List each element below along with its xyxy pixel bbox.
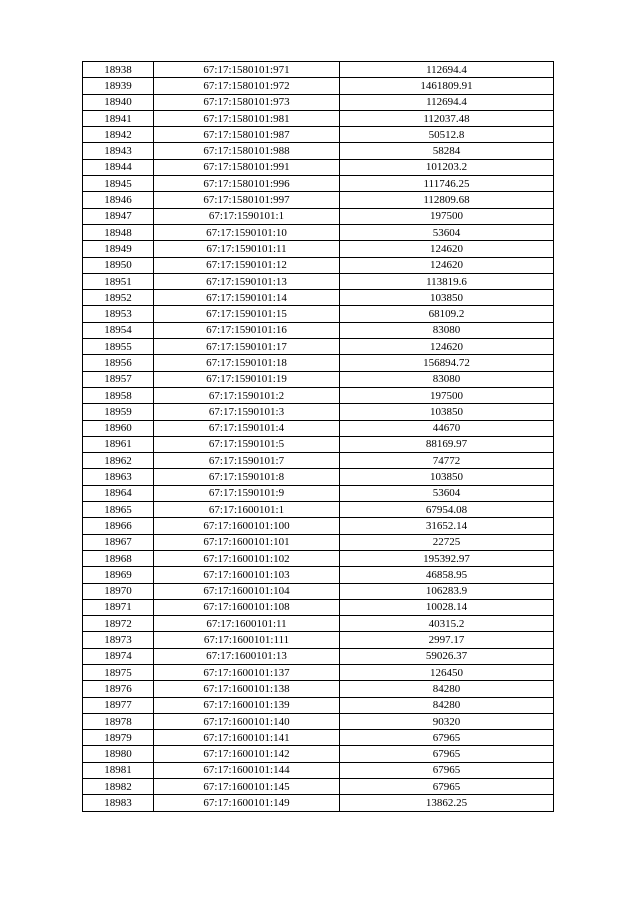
table-row	[83, 306, 554, 322]
row-number-cell: 18981	[83, 762, 154, 778]
row-number-cell: 18952	[83, 290, 154, 306]
table-row	[83, 550, 554, 566]
cadastral-number-cell: 67:17:1590101:8	[154, 469, 340, 485]
cadastral-number-cell: 67:17:1590101:5	[154, 436, 340, 452]
cadastral-number-cell: 67:17:1580101:996	[154, 176, 340, 192]
cadastral-number-cell: 67:17:1600101:142	[154, 746, 340, 762]
row-number-cell: 18959	[83, 404, 154, 420]
cadastral-number-cell: 67:17:1590101:18	[154, 355, 340, 371]
row-number-cell: 18972	[83, 616, 154, 632]
value-cell: 58284	[340, 143, 554, 159]
value-cell: 88169.97	[340, 436, 554, 452]
value-cell: 124620	[340, 257, 554, 273]
value-cell: 67954.08	[340, 502, 554, 518]
row-number-cell: 18960	[83, 420, 154, 436]
cadastral-number-cell: 67:17:1580101:991	[154, 159, 340, 175]
cadastral-number-cell: 67:17:1600101:138	[154, 681, 340, 697]
value-cell: 103850	[340, 469, 554, 485]
cadastral-number-cell: 67:17:1600101:137	[154, 664, 340, 680]
value-cell: 106283.9	[340, 583, 554, 599]
value-cell: 84280	[340, 681, 554, 697]
table-row	[83, 632, 554, 648]
value-cell: 31652.14	[340, 518, 554, 534]
table-row	[83, 713, 554, 729]
row-number-cell: 18980	[83, 746, 154, 762]
table-row	[83, 567, 554, 583]
value-cell: 90320	[340, 713, 554, 729]
row-number-cell: 18949	[83, 241, 154, 257]
value-cell: 44670	[340, 420, 554, 436]
cadastral-number-cell: 67:17:1590101:19	[154, 371, 340, 387]
table-row	[83, 518, 554, 534]
cadastral-number-cell: 67:17:1590101:10	[154, 224, 340, 240]
value-cell: 67965	[340, 730, 554, 746]
cadastral-number-cell: 67:17:1590101:16	[154, 322, 340, 338]
value-cell: 53604	[340, 485, 554, 501]
cadastral-number-cell: 67:17:1580101:981	[154, 110, 340, 126]
row-number-cell: 18982	[83, 779, 154, 795]
cadastral-number-cell: 67:17:1600101:140	[154, 713, 340, 729]
value-cell: 156894.72	[340, 355, 554, 371]
table-row	[83, 502, 554, 518]
table-row	[83, 762, 554, 778]
cadastral-number-cell: 67:17:1600101:141	[154, 730, 340, 746]
table-row	[83, 355, 554, 371]
table-row	[83, 485, 554, 501]
table-row	[83, 779, 554, 795]
value-cell: 53604	[340, 224, 554, 240]
cadastral-number-cell: 67:17:1590101:13	[154, 273, 340, 289]
table-row	[83, 746, 554, 762]
cadastral-number-cell: 67:17:1590101:9	[154, 485, 340, 501]
cadastral-number-cell: 67:17:1600101:144	[154, 762, 340, 778]
table-row	[83, 241, 554, 257]
row-number-cell: 18977	[83, 697, 154, 713]
row-number-cell: 18967	[83, 534, 154, 550]
row-number-cell: 18965	[83, 502, 154, 518]
table-row	[83, 62, 554, 78]
table-row	[83, 404, 554, 420]
row-number-cell: 18974	[83, 648, 154, 664]
cadastral-number-cell: 67:17:1600101:11	[154, 616, 340, 632]
cadastral-number-cell: 67:17:1590101:14	[154, 290, 340, 306]
table-row	[83, 648, 554, 664]
table-row	[83, 795, 554, 811]
table-row	[83, 436, 554, 452]
table-row	[83, 387, 554, 403]
cadastral-number-cell: 67:17:1600101:100	[154, 518, 340, 534]
cadastral-number-cell: 67:17:1600101:149	[154, 795, 340, 811]
value-cell: 103850	[340, 290, 554, 306]
table-row	[83, 697, 554, 713]
cadastral-number-cell: 67:17:1590101:11	[154, 241, 340, 257]
value-cell: 197500	[340, 387, 554, 403]
row-number-cell: 18963	[83, 469, 154, 485]
row-number-cell: 18946	[83, 192, 154, 208]
row-number-cell: 18964	[83, 485, 154, 501]
cadastral-number-cell: 67:17:1580101:997	[154, 192, 340, 208]
value-cell: 126450	[340, 664, 554, 680]
row-number-cell: 18941	[83, 110, 154, 126]
value-cell: 124620	[340, 339, 554, 355]
cadastral-number-cell: 67:17:1600101:108	[154, 599, 340, 615]
table-row	[83, 143, 554, 159]
row-number-cell: 18978	[83, 713, 154, 729]
cadastral-number-cell: 67:17:1590101:17	[154, 339, 340, 355]
table-row	[83, 599, 554, 615]
row-number-cell: 18944	[83, 159, 154, 175]
row-number-cell: 18973	[83, 632, 154, 648]
cadastral-number-cell: 67:17:1590101:3	[154, 404, 340, 420]
table-row	[83, 371, 554, 387]
cadastral-number-cell: 67:17:1580101:972	[154, 78, 340, 94]
table-row	[83, 176, 554, 192]
row-number-cell: 18975	[83, 664, 154, 680]
value-cell: 195392.97	[340, 550, 554, 566]
table-row	[83, 469, 554, 485]
row-number-cell: 18962	[83, 453, 154, 469]
data-table	[82, 61, 554, 812]
cadastral-number-cell: 67:17:1600101:104	[154, 583, 340, 599]
cadastral-number-cell: 67:17:1590101:1	[154, 208, 340, 224]
value-cell: 101203.2	[340, 159, 554, 175]
row-number-cell: 18983	[83, 795, 154, 811]
value-cell: 1461809.91	[340, 78, 554, 94]
table-row	[83, 159, 554, 175]
value-cell: 113819.6	[340, 273, 554, 289]
value-cell: 2997.17	[340, 632, 554, 648]
value-cell: 50512.8	[340, 127, 554, 143]
value-cell: 197500	[340, 208, 554, 224]
row-number-cell: 18966	[83, 518, 154, 534]
row-number-cell: 18970	[83, 583, 154, 599]
value-cell: 40315.2	[340, 616, 554, 632]
table-row	[83, 110, 554, 126]
row-number-cell: 18951	[83, 273, 154, 289]
row-number-cell: 18971	[83, 599, 154, 615]
cadastral-number-cell: 67:17:1600101:13	[154, 648, 340, 664]
table-row	[83, 420, 554, 436]
table-row	[83, 453, 554, 469]
cadastral-number-cell: 67:17:1600101:103	[154, 567, 340, 583]
table-row	[83, 192, 554, 208]
row-number-cell: 18940	[83, 94, 154, 110]
value-cell: 112809.68	[340, 192, 554, 208]
table-row	[83, 224, 554, 240]
value-cell: 112037.48	[340, 110, 554, 126]
table-row	[83, 127, 554, 143]
table-row	[83, 664, 554, 680]
row-number-cell: 18939	[83, 78, 154, 94]
table-row	[83, 94, 554, 110]
row-number-cell: 18938	[83, 62, 154, 78]
row-number-cell: 18950	[83, 257, 154, 273]
row-number-cell: 18954	[83, 322, 154, 338]
row-number-cell: 18947	[83, 208, 154, 224]
value-cell: 103850	[340, 404, 554, 420]
table-row	[83, 534, 554, 550]
value-cell: 83080	[340, 322, 554, 338]
table-row	[83, 273, 554, 289]
value-cell: 74772	[340, 453, 554, 469]
cadastral-number-cell: 67:17:1580101:973	[154, 94, 340, 110]
table-row	[83, 78, 554, 94]
row-number-cell: 18945	[83, 176, 154, 192]
cadastral-number-cell: 67:17:1600101:111	[154, 632, 340, 648]
row-number-cell: 18948	[83, 224, 154, 240]
value-cell: 13862.25	[340, 795, 554, 811]
row-number-cell: 18953	[83, 306, 154, 322]
cadastral-number-cell: 67:17:1590101:7	[154, 453, 340, 469]
value-cell: 112694.4	[340, 62, 554, 78]
table-row	[83, 583, 554, 599]
cadastral-number-cell: 67:17:1600101:102	[154, 550, 340, 566]
value-cell: 10028.14	[340, 599, 554, 615]
value-cell: 68109.2	[340, 306, 554, 322]
row-number-cell: 18968	[83, 550, 154, 566]
row-number-cell: 18958	[83, 387, 154, 403]
table-row	[83, 339, 554, 355]
value-cell: 67965	[340, 746, 554, 762]
cadastral-number-cell: 67:17:1590101:15	[154, 306, 340, 322]
table-row	[83, 290, 554, 306]
cadastral-number-cell: 67:17:1600101:145	[154, 779, 340, 795]
value-cell: 46858.95	[340, 567, 554, 583]
value-cell: 67965	[340, 762, 554, 778]
row-number-cell: 18957	[83, 371, 154, 387]
row-number-cell: 18969	[83, 567, 154, 583]
value-cell: 83080	[340, 371, 554, 387]
row-number-cell: 18976	[83, 681, 154, 697]
row-number-cell: 18943	[83, 143, 154, 159]
value-cell: 124620	[340, 241, 554, 257]
cadastral-number-cell: 67:17:1590101:12	[154, 257, 340, 273]
table-row	[83, 616, 554, 632]
cadastral-number-cell: 67:17:1590101:4	[154, 420, 340, 436]
row-number-cell: 18942	[83, 127, 154, 143]
table-row	[83, 257, 554, 273]
row-number-cell: 18956	[83, 355, 154, 371]
row-number-cell: 18979	[83, 730, 154, 746]
value-cell: 84280	[340, 697, 554, 713]
row-number-cell: 18961	[83, 436, 154, 452]
cadastral-number-cell: 67:17:1600101:1	[154, 502, 340, 518]
table-row	[83, 681, 554, 697]
value-cell: 67965	[340, 779, 554, 795]
value-cell: 22725	[340, 534, 554, 550]
table-body	[83, 62, 554, 812]
cadastral-number-cell: 67:17:1580101:988	[154, 143, 340, 159]
table-row	[83, 730, 554, 746]
cadastral-number-cell: 67:17:1600101:139	[154, 697, 340, 713]
cadastral-number-cell: 67:17:1580101:971	[154, 62, 340, 78]
table-row	[83, 208, 554, 224]
value-cell: 59026.37	[340, 648, 554, 664]
cadastral-number-cell: 67:17:1590101:2	[154, 387, 340, 403]
cadastral-number-cell: 67:17:1580101:987	[154, 127, 340, 143]
cadastral-number-cell: 67:17:1600101:101	[154, 534, 340, 550]
value-cell: 111746.25	[340, 176, 554, 192]
value-cell: 112694.4	[340, 94, 554, 110]
row-number-cell: 18955	[83, 339, 154, 355]
table-row	[83, 322, 554, 338]
